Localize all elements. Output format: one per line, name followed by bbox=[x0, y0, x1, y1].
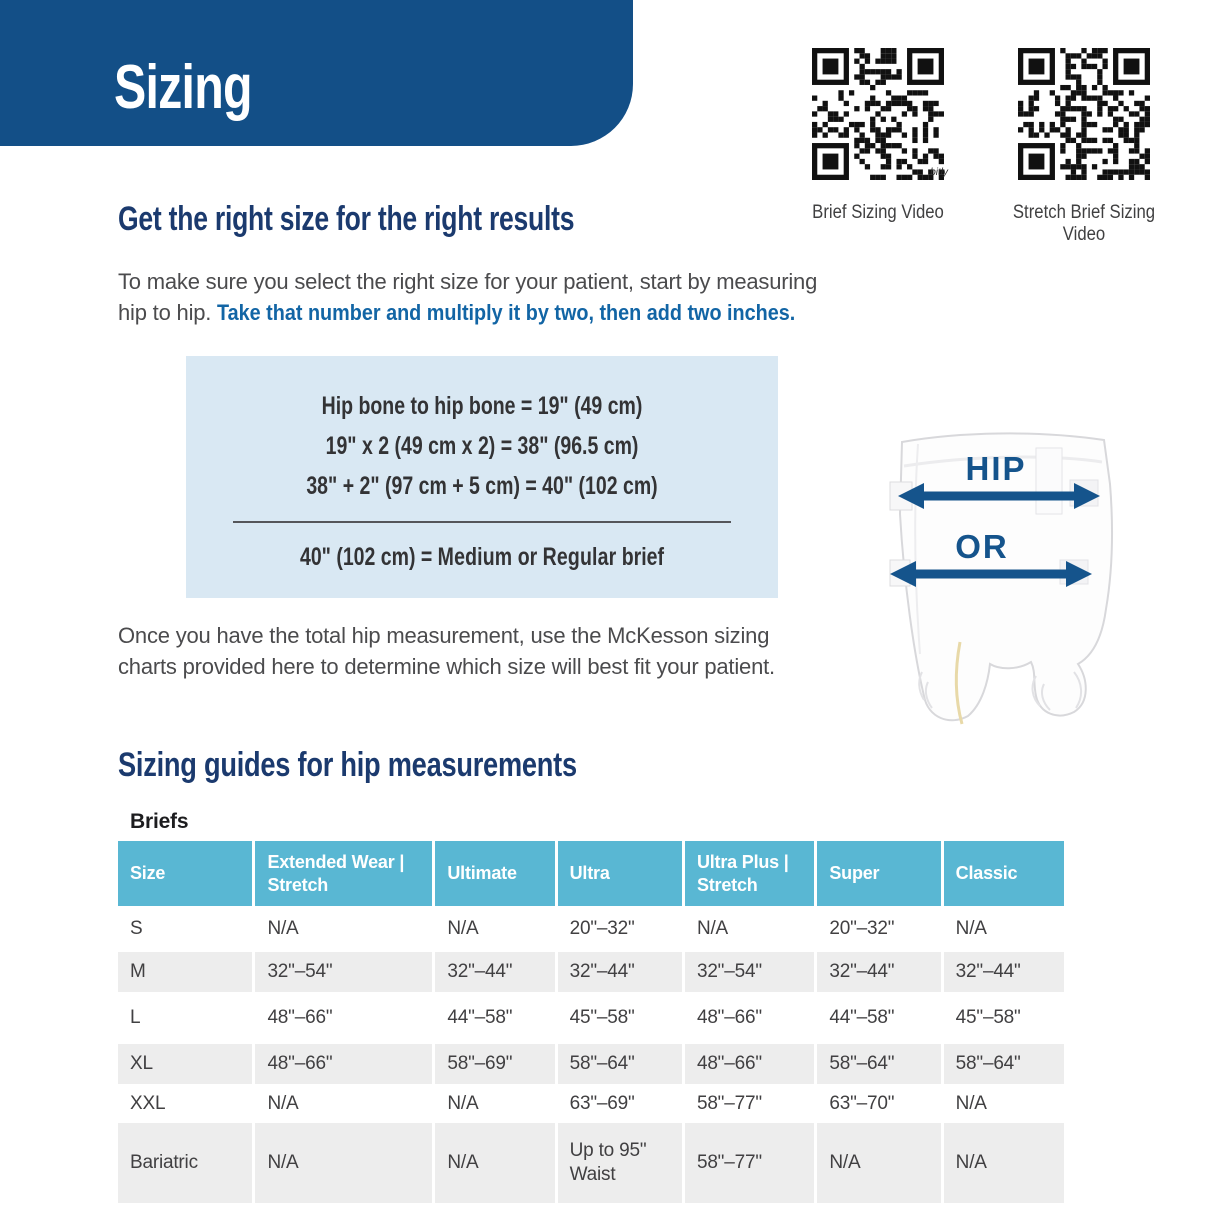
calc-divider bbox=[233, 521, 731, 523]
qr-code-image bbox=[812, 48, 944, 180]
calc-result-medium: Medium bbox=[437, 543, 513, 571]
range-cell: 32"–44" bbox=[558, 952, 682, 992]
range-cell: Up to 95" Waist bbox=[558, 1123, 682, 1203]
calc-line-2: 19" x 2 (49 cm x 2) = 38" (96.5 cm) bbox=[325, 432, 639, 460]
table-row bbox=[118, 1084, 1064, 1123]
table-column-header: Super bbox=[817, 841, 940, 906]
calc-result-regular: Regular bbox=[542, 543, 617, 571]
bitly-watermark: bitly bbox=[930, 167, 948, 178]
range-cell: N/A bbox=[944, 1084, 1064, 1123]
intro-paragraph bbox=[118, 266, 958, 328]
range-cell: 58"–64" bbox=[944, 1044, 1064, 1084]
qr-stretch-caption: Stretch Brief Sizing Video bbox=[1012, 202, 1156, 245]
qr-code-image bbox=[1018, 48, 1150, 180]
guide-heading: Sizing guides for hip measurements bbox=[118, 746, 577, 784]
range-cell: 44"–58" bbox=[817, 992, 940, 1044]
calc-result-prefix: 40" (102 cm) = bbox=[299, 543, 438, 571]
range-cell: 45"–58" bbox=[944, 992, 1064, 1044]
qr-brief-caption: Brief Sizing Video bbox=[812, 202, 944, 223]
table-column-header: Ultimate bbox=[435, 841, 554, 906]
range-cell: N/A bbox=[435, 906, 554, 952]
followup-line2: charts provided here to determine which size will best fit your patient. bbox=[118, 654, 775, 679]
range-cell: N/A bbox=[255, 1123, 432, 1203]
range-cell: 58"–64" bbox=[558, 1044, 682, 1084]
range-cell: 58"–64" bbox=[817, 1044, 940, 1084]
intro-text-line2: hip to hip. bbox=[118, 300, 218, 325]
table-row bbox=[118, 1123, 1064, 1203]
table-header-row bbox=[118, 841, 1064, 906]
range-cell: 32"–54" bbox=[255, 952, 432, 992]
calc-result-line bbox=[251, 543, 713, 572]
range-cell: 32"–44" bbox=[944, 952, 1064, 992]
size-cell: L bbox=[118, 992, 252, 1044]
range-cell: 48"–66" bbox=[255, 992, 432, 1044]
table-row bbox=[118, 906, 1064, 952]
range-cell: 44"–58" bbox=[435, 992, 554, 1044]
qr-stretch-brief-sizing bbox=[984, 48, 1184, 246]
range-cell: 58"–77" bbox=[685, 1123, 814, 1203]
followup-line1: Once you have the total hip measurement, use the McKesson sizing bbox=[118, 623, 770, 648]
hip-label: HIP bbox=[965, 450, 1027, 487]
range-cell: 32"–44" bbox=[435, 952, 554, 992]
calc-result-suffix: brief bbox=[616, 543, 665, 571]
size-cell: XL bbox=[118, 1044, 252, 1084]
intro-emphasis: Take that number and multiply it by two, then add two inches. bbox=[217, 300, 796, 325]
size-cell: Bariatric bbox=[118, 1123, 252, 1203]
qr-code-brief bbox=[812, 48, 948, 180]
range-cell: 45"–58" bbox=[558, 992, 682, 1044]
table-column-header: Ultra bbox=[558, 841, 682, 906]
range-cell: N/A bbox=[255, 906, 432, 952]
table-column-header: Ultra Plus | Stretch bbox=[685, 841, 814, 906]
intro-text-line1: To make sure you select the right size for your patient, start by measuring bbox=[118, 269, 818, 294]
table-column-header: Size bbox=[118, 841, 252, 906]
tape-strip-right bbox=[1036, 448, 1062, 514]
range-cell: 48"–66" bbox=[685, 992, 814, 1044]
range-cell: N/A bbox=[944, 1123, 1064, 1203]
size-cell: XXL bbox=[118, 1084, 252, 1123]
range-cell: 48"–66" bbox=[255, 1044, 432, 1084]
or-label: OR bbox=[955, 528, 1009, 565]
table-column-header: Extended Wear | Stretch bbox=[255, 841, 432, 906]
calculation-example-box bbox=[186, 356, 778, 598]
table-title: Briefs bbox=[130, 810, 189, 833]
brief-illustration bbox=[876, 424, 1126, 730]
range-cell: 58"–69" bbox=[435, 1044, 554, 1084]
range-cell: N/A bbox=[255, 1084, 432, 1123]
range-cell: 20"–32" bbox=[817, 906, 940, 952]
range-cell: N/A bbox=[435, 1084, 554, 1123]
range-cell: N/A bbox=[944, 906, 1064, 952]
range-cell: 63"–69" bbox=[558, 1084, 682, 1123]
calc-line-1: Hip bone to hip bone = 19" (49 cm) bbox=[321, 392, 643, 420]
table-row bbox=[118, 992, 1064, 1044]
page-title: Sizing bbox=[114, 53, 252, 122]
range-cell: 58"–77" bbox=[685, 1084, 814, 1123]
calc-line-3: 38" + 2" (97 cm + 5 cm) = 40" (102 cm) bbox=[306, 472, 658, 500]
header-banner bbox=[0, 0, 633, 146]
range-cell: 32"–44" bbox=[817, 952, 940, 992]
table-row bbox=[118, 1044, 1064, 1084]
range-cell: 63"–70" bbox=[817, 1084, 940, 1123]
calc-result-or: or bbox=[512, 543, 543, 571]
qr-code-stretch bbox=[1018, 48, 1150, 180]
intro-heading: Get the right size for the right results bbox=[118, 200, 575, 238]
qr-brief-sizing bbox=[780, 48, 976, 224]
size-cell: M bbox=[118, 952, 252, 992]
range-cell: 48"–66" bbox=[685, 1044, 814, 1084]
briefs-sizing-table bbox=[115, 841, 1067, 1203]
table-row bbox=[118, 952, 1064, 992]
followup-paragraph bbox=[118, 620, 958, 682]
range-cell: N/A bbox=[435, 1123, 554, 1203]
range-cell: 32"–54" bbox=[685, 952, 814, 992]
table-column-header: Classic bbox=[944, 841, 1064, 906]
range-cell: 20"–32" bbox=[558, 906, 682, 952]
size-cell: S bbox=[118, 906, 252, 952]
range-cell: N/A bbox=[685, 906, 814, 952]
range-cell: N/A bbox=[817, 1123, 940, 1203]
